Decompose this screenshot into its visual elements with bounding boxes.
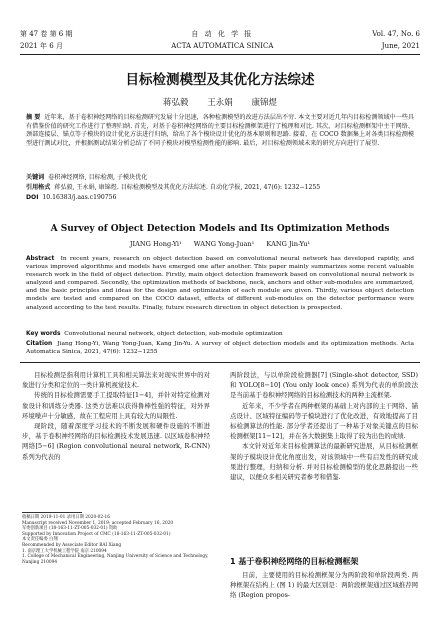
footnote-line: 本文责任编委 白翔 [22,537,58,543]
footnote-rule [22,512,82,513]
section-1-body [230,570,418,601]
citation-cn [26,184,414,193]
keywords-cn-label: 关键词 [26,174,45,181]
volume-en: Vol. 47, No. 6 [372,30,420,38]
body-column-right [230,370,418,482]
body-column-left [22,370,210,462]
body-paragraph: 两阶段法，与以单阶段检测器[7] (Single-shot detector, SSD) 和 YOLO[8−10] (You only look once) 系列为代表的单阶段法是当前基于卷积神经网络的目标检测技术的两种主流框架. [230,371,418,400]
body-paragraph: 现阶段，随着深度学习技术的不断发展和硬件设施的不断进步，基于卷积神经网络的目标检测技术发展迅速. 以区域卷积神经网络[5−6] (Region convolutional neural network, R-CNN) 系列为代表的 [22,422,210,461]
body-paragraph: 本文针对近年来目标检测算法的最新研究进展，从目标检测框架的子模块设计优化角度出发，对该领域中一些有启发性的研究成果进行整理，归纳和分析. 并对目标检测模型的优化思路提出一些建议，以便众多相关研究者参考和借鉴. [230,442,418,482]
footnote-line: 1. College of Mechanical Engineering, Nanjing University of Science and Technology, Nanjing 210094 [22,554,209,565]
abstract-cn-label: 摘 要 [26,114,41,121]
keywords-cn-text: 卷积神经网络, 目标检测, 子模块优化 [48,174,148,181]
abstract-cn-text: 近年来，基于卷积神经网络的目标检测研究发展十分迅速，各种检测模型的改进方法层出不穷. 本文主要对近几年内目标检测领域中一些具有借鉴价值的研究工作进行了整理归纳. 首先，对基于卷积神经网络的主要目标检测框架进行了梳理和对比. 其次，对目标检测框架中主干网络、颈部连接层、锚点等子模块的设计优化方法进行归纳，给出了各个模块设计优化的基本原则和思路. 接着，在 COCO 数据集上对各类目标检测模型进行测试对比，并根据测试结果分析总结了不同子模块对模型检测性能的影响. 最后，对目标检测领域未来的研究方向进行了展望. [26,114,415,147]
abstract-en-text: In recent years, research on object detection based on convolutional neural network has developed rapidly, and various improved algorithms and models have emerged one after another. This paper mainly summarizes some recent valuable research work in the field of object detection. Firstly, main object detection framework based on convolutional neural network is analyzed and compared. Secondly, the optimization methods of backbone, neck, anchors and other sub-modules are summarized, and the basic principles and ideas for the design and optimization of each module are given. Thirdly, various object detection models are tested and compared on the COCO dataset, effects of different sub-modules on the detector performance were analyzed according to the test results. Finally, future research direction in object detection is prospected. [26,256,414,311]
keywords-en [26,330,414,338]
running-header-bottom [20,40,420,52]
doi [26,194,414,203]
citation-cn-text: 蒋弘毅, 王永娟, 康锦煜. 目标检测模型及其优化方法综述. 自动化学报, 2021, 47(6): 1232−1255 [54,184,321,191]
abstract-en [26,255,414,312]
author-2-cn: 王永娟 [207,98,233,108]
keywords-en-label: Key words [26,331,61,337]
abstract-divider [20,362,420,363]
body-paragraph: 目标检测是指利用计算机工具和相关算法来对现实世界中的对象进行分类和定位的一类计算机视觉技术. [22,371,210,390]
footnote-line: Manuscript received November 1, 2019; accepted February 16, 2020 [22,520,174,526]
author-3-en: KANG Jin-Yu¹ [266,240,311,248]
journal-name-cn: 自 动 化 学 报 [191,30,254,38]
citation-cn-label: 引用格式 [26,184,51,191]
volume-cn: 第 47 卷 第 6 期 [20,30,73,38]
paper-title-cn: 目标检测模型及其优化方法综述 [125,72,315,88]
paper-title-en: A Survey of Object Detection Models and Its Optimization Methods [50,224,390,234]
running-header-top [20,28,420,40]
header-rule [20,54,420,55]
footnote-line: 军委创新项目 (18-163-11-ZT-005-032-01) 资助 [22,526,118,532]
author-1-cn: 蒋弘毅 [163,98,189,108]
authors-cn [0,96,440,108]
citation-en-label: Citation [26,341,53,347]
author-3-cn: 康锦煜 [251,98,277,108]
doi-text: 10.16383/j.aas.c190756 [42,194,117,201]
author-2-en: WANG Yong-Juan¹ [193,240,255,248]
date-cn: 2021 年 6 月 [20,42,63,50]
journal-name-en: ACTA AUTOMATICA SINICA [171,42,274,50]
authors-en [0,240,440,248]
abstract-en-label: Abstract [26,256,55,262]
citation-en-text: Jiang Hong-Yi, Wang Yong-Juan, Kang Jin-Yu. A survey of object detection models and its optimization methods. Acta Automatica Sinica, 2021, 47(6): 1232−1255 [26,341,414,356]
author-1-en: JIANG Hong-Yi¹ [129,240,182,248]
doi-label: DOI [26,194,39,201]
footnotes [22,515,210,565]
footnote-line: 1. 南京理工大学机械工程学院 南京 210094 [22,548,107,554]
footnote-line: Supported by Innovation Project of CMC (18-163-11-ZT-005-032-01) [22,531,171,537]
body-paragraph: 传统的目标检测需要手工提取特征[1−4]，并针对特定检测对象设计和训练分类器. 这类方法难以获得鲁棒性强的特征，对外界环境噪声十分敏感，故在工程应用上具有较大的局限性. [22,391,210,420]
keywords-cn [26,174,414,183]
date-en: June, 2021 [381,42,420,50]
abstract-cn [26,114,414,148]
footnote-line: 收稿日期 2019-11-01 录用日期 2020-02-16 [22,515,111,520]
footnote-line: Recommended by Associate Editor BAI Xiang [22,542,122,548]
body-paragraph: 目前，主要使用的目标检测框架分为两阶段和单阶段两类. 两种框架在结构上 (图 1) 的最大区别是：两阶段框架通过区域推荐网络 (Region propos- [230,571,418,600]
body-paragraph: 近年来，不少学者在两种框架的基础上对内部的主干网络、锚点设计、区域特征编码等子模块进行了优化改进，有效地提高了目标检测算法的性能. 部分学者还提出了一种基于对象关键点的目标检测框架[11−12]，并在各大数据集上取得了较为出色的成绩. [230,401,418,441]
section-1-heading: 1 基于卷积神经网络的目标检测框架 [230,557,359,566]
keywords-en-text: Convolutional neural network, object detection, sub-module optimization [64,331,283,337]
citation-en [26,340,414,356]
